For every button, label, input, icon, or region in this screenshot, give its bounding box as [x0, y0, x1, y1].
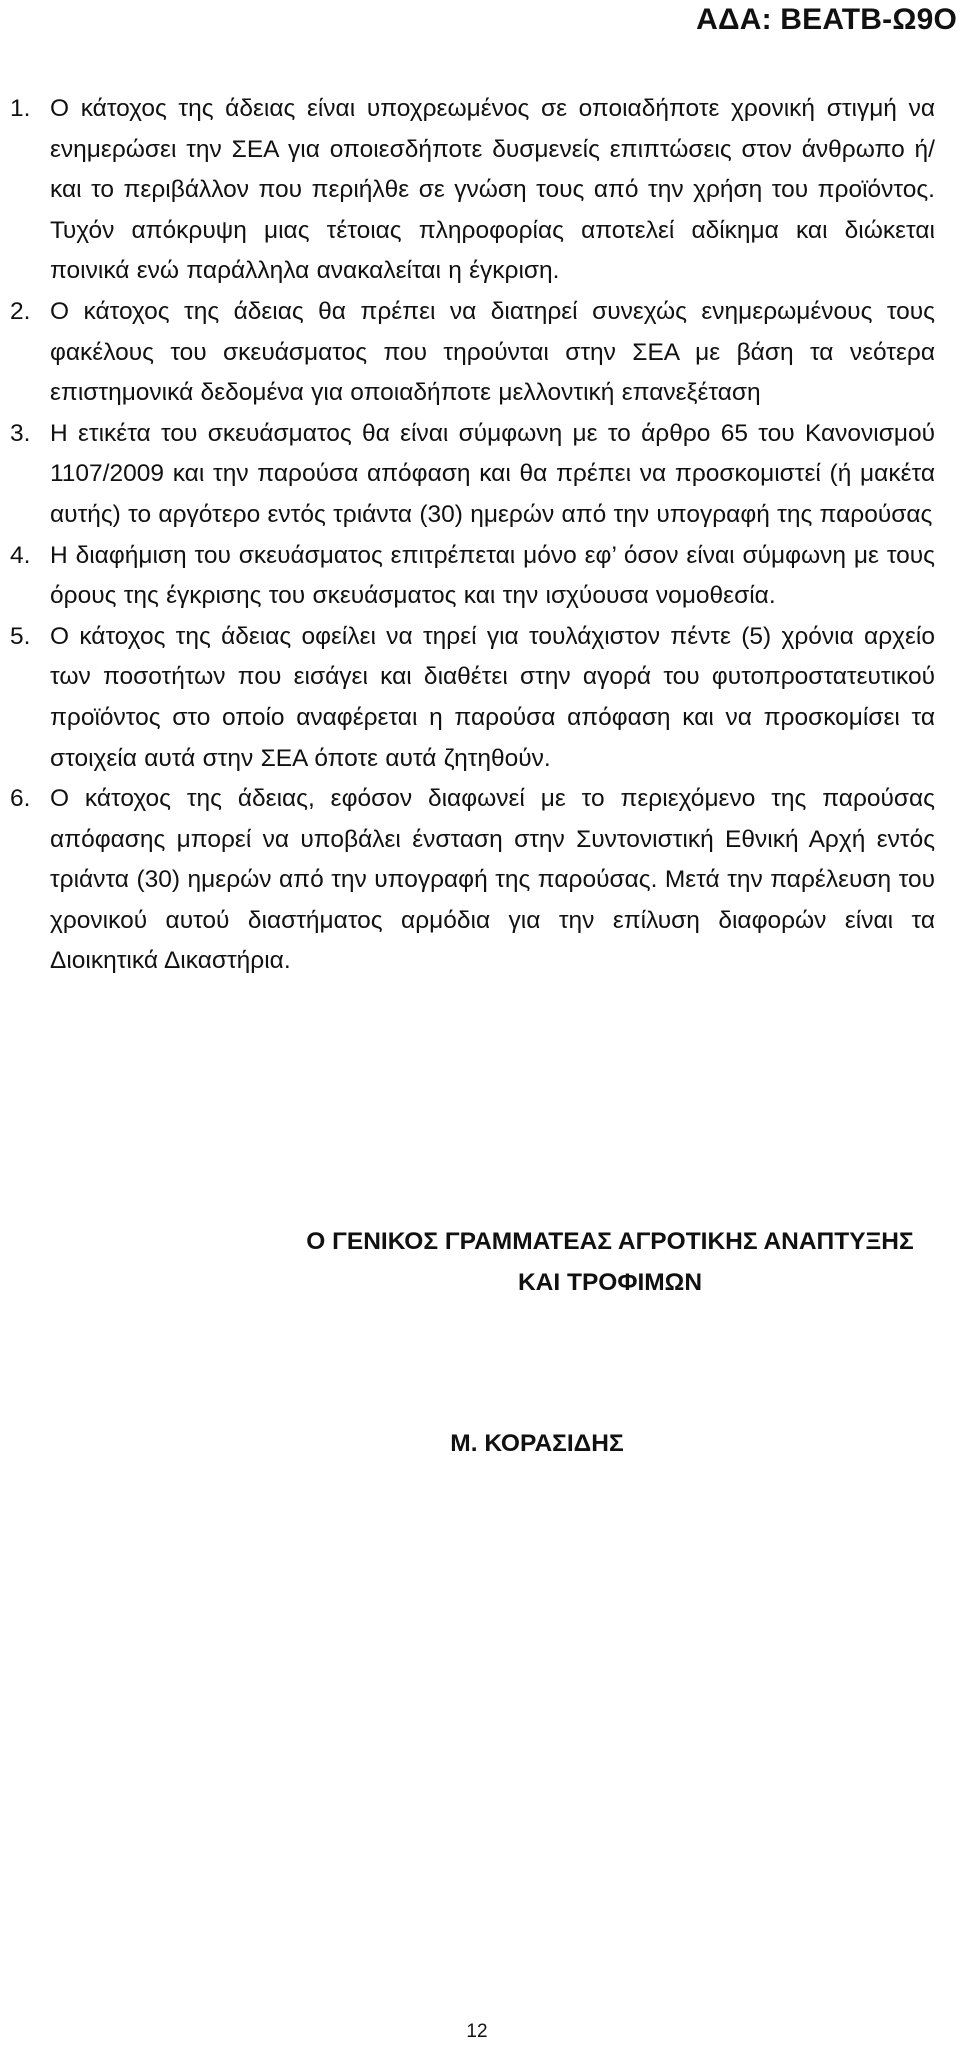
document-code: ΑΔΑ: ΒΕΑΤΒ-Ω9Ο [696, 3, 957, 36]
list-item [10, 617, 935, 779]
page-number: 12 [466, 2021, 488, 2042]
list-item [10, 536, 935, 617]
signatory-title-line-2: ΚΑΙ ΤΡΟΦΙΜΩΝ [517, 1268, 703, 1296]
list-item-number: 5. [10, 622, 31, 650]
list-item-text: Η διαφήμιση του σκευάσματος επιτρέπεται μόνο εφ’ όσον είναι σύμφωνη με τους όρους της έγκρισης του σκευάσματος και την ισχύουσα νομοθεσία. [50, 541, 935, 610]
list-item-number: 3. [10, 419, 31, 447]
list-item-text: Η ετικέτα του σκευάσματος θα είναι σύμφωνη με το άρθρο 65 του Κανονισμού 1107/2009 και την παρούσα απόφαση και θα πρέπει να προσκομιστεί (ή μακέτα αυτής) το αργότερο εντός τριάντα (30) ημερών από την υπογραφή της παρούσας [50, 419, 935, 528]
list-item-text: Ο κάτοχος της άδειας οφείλει να τηρεί για τουλάχιστον πέντε (5) χρόνια αρχείο των ποσοτήτων που εισάγει και διαθέτει στην αγορά του φυτοπροστατευτικού προϊόντος στο οποίο αναφέρεται η παρούσα απόφαση και να προσκομίσει τα στοιχεία αυτά στην ΣΕΑ όποτε αυτά ζητηθούν. [50, 622, 935, 772]
list-item-text: Ο κάτοχος της άδειας θα πρέπει να διατηρεί συνεχώς ενημερωμένους τους φακέλους του σκευάσματος που τηρούνται στην ΣΕΑ με βάση τα νεότερα επιστημονικά δεδομένα για οποιαδήποτε μελλοντική επανεξέταση [50, 297, 935, 407]
list-item-text: Ο κάτοχος της άδειας είναι υποχρεωμένος σε οποιαδήποτε χρονική στιγμή να ενημερώσει την ΣΕΑ για οποιεσδήποτε δυσμενείς επιπτώσεις στον άνθρωπο ή/και το περιβάλλον που περιήλθε σε γνώση τους από την χρήση του προϊόντος. Τυχόν απόκρυψη μιας τέτοιας πληροφορίας αποτελεί αδίκημα και διώκεται ποινικά ενώ παράλληλα ανακαλείται η έγκριση. [50, 95, 935, 285]
signatory-name: Μ. ΚΟΡΑΣΙΔΗΣ [450, 1430, 624, 1457]
list-item-text: Ο κάτοχος της άδειας, εφόσον διαφωνεί με το περιεχόμενο της παρούσας απόφασης μπορεί να υποβάλει ένσταση στην Συντονιστική Εθνική Αρχή εντός τριάντα (30) ημερών από την υπογραφή της παρούσας. Μετά την παρέλευση του χρονικού αυτού διαστήματος αρμόδια για την επίλυση διαφορών είναι τα Διοικητικά Δικαστήρια. [50, 785, 935, 975]
list-item-number: 1. [10, 95, 31, 122]
list-item-number: 2. [10, 297, 31, 325]
list-item-number: 4. [10, 541, 31, 569]
list-item [10, 89, 935, 292]
list-item [10, 779, 935, 982]
conditions-list [10, 89, 935, 982]
list-item-number: 6. [10, 785, 31, 813]
signatory-title-line-1: Ο ΓΕΝΙΚΟΣ ΓΡΑΜΜΑΤΕΑΣ ΑΓΡΟΤΙΚΗΣ ΑΝΑΠΤΥΞΗΣ [306, 1228, 914, 1255]
signatory-title [270, 1222, 950, 1303]
list-item [10, 414, 935, 536]
list-item [10, 292, 935, 414]
